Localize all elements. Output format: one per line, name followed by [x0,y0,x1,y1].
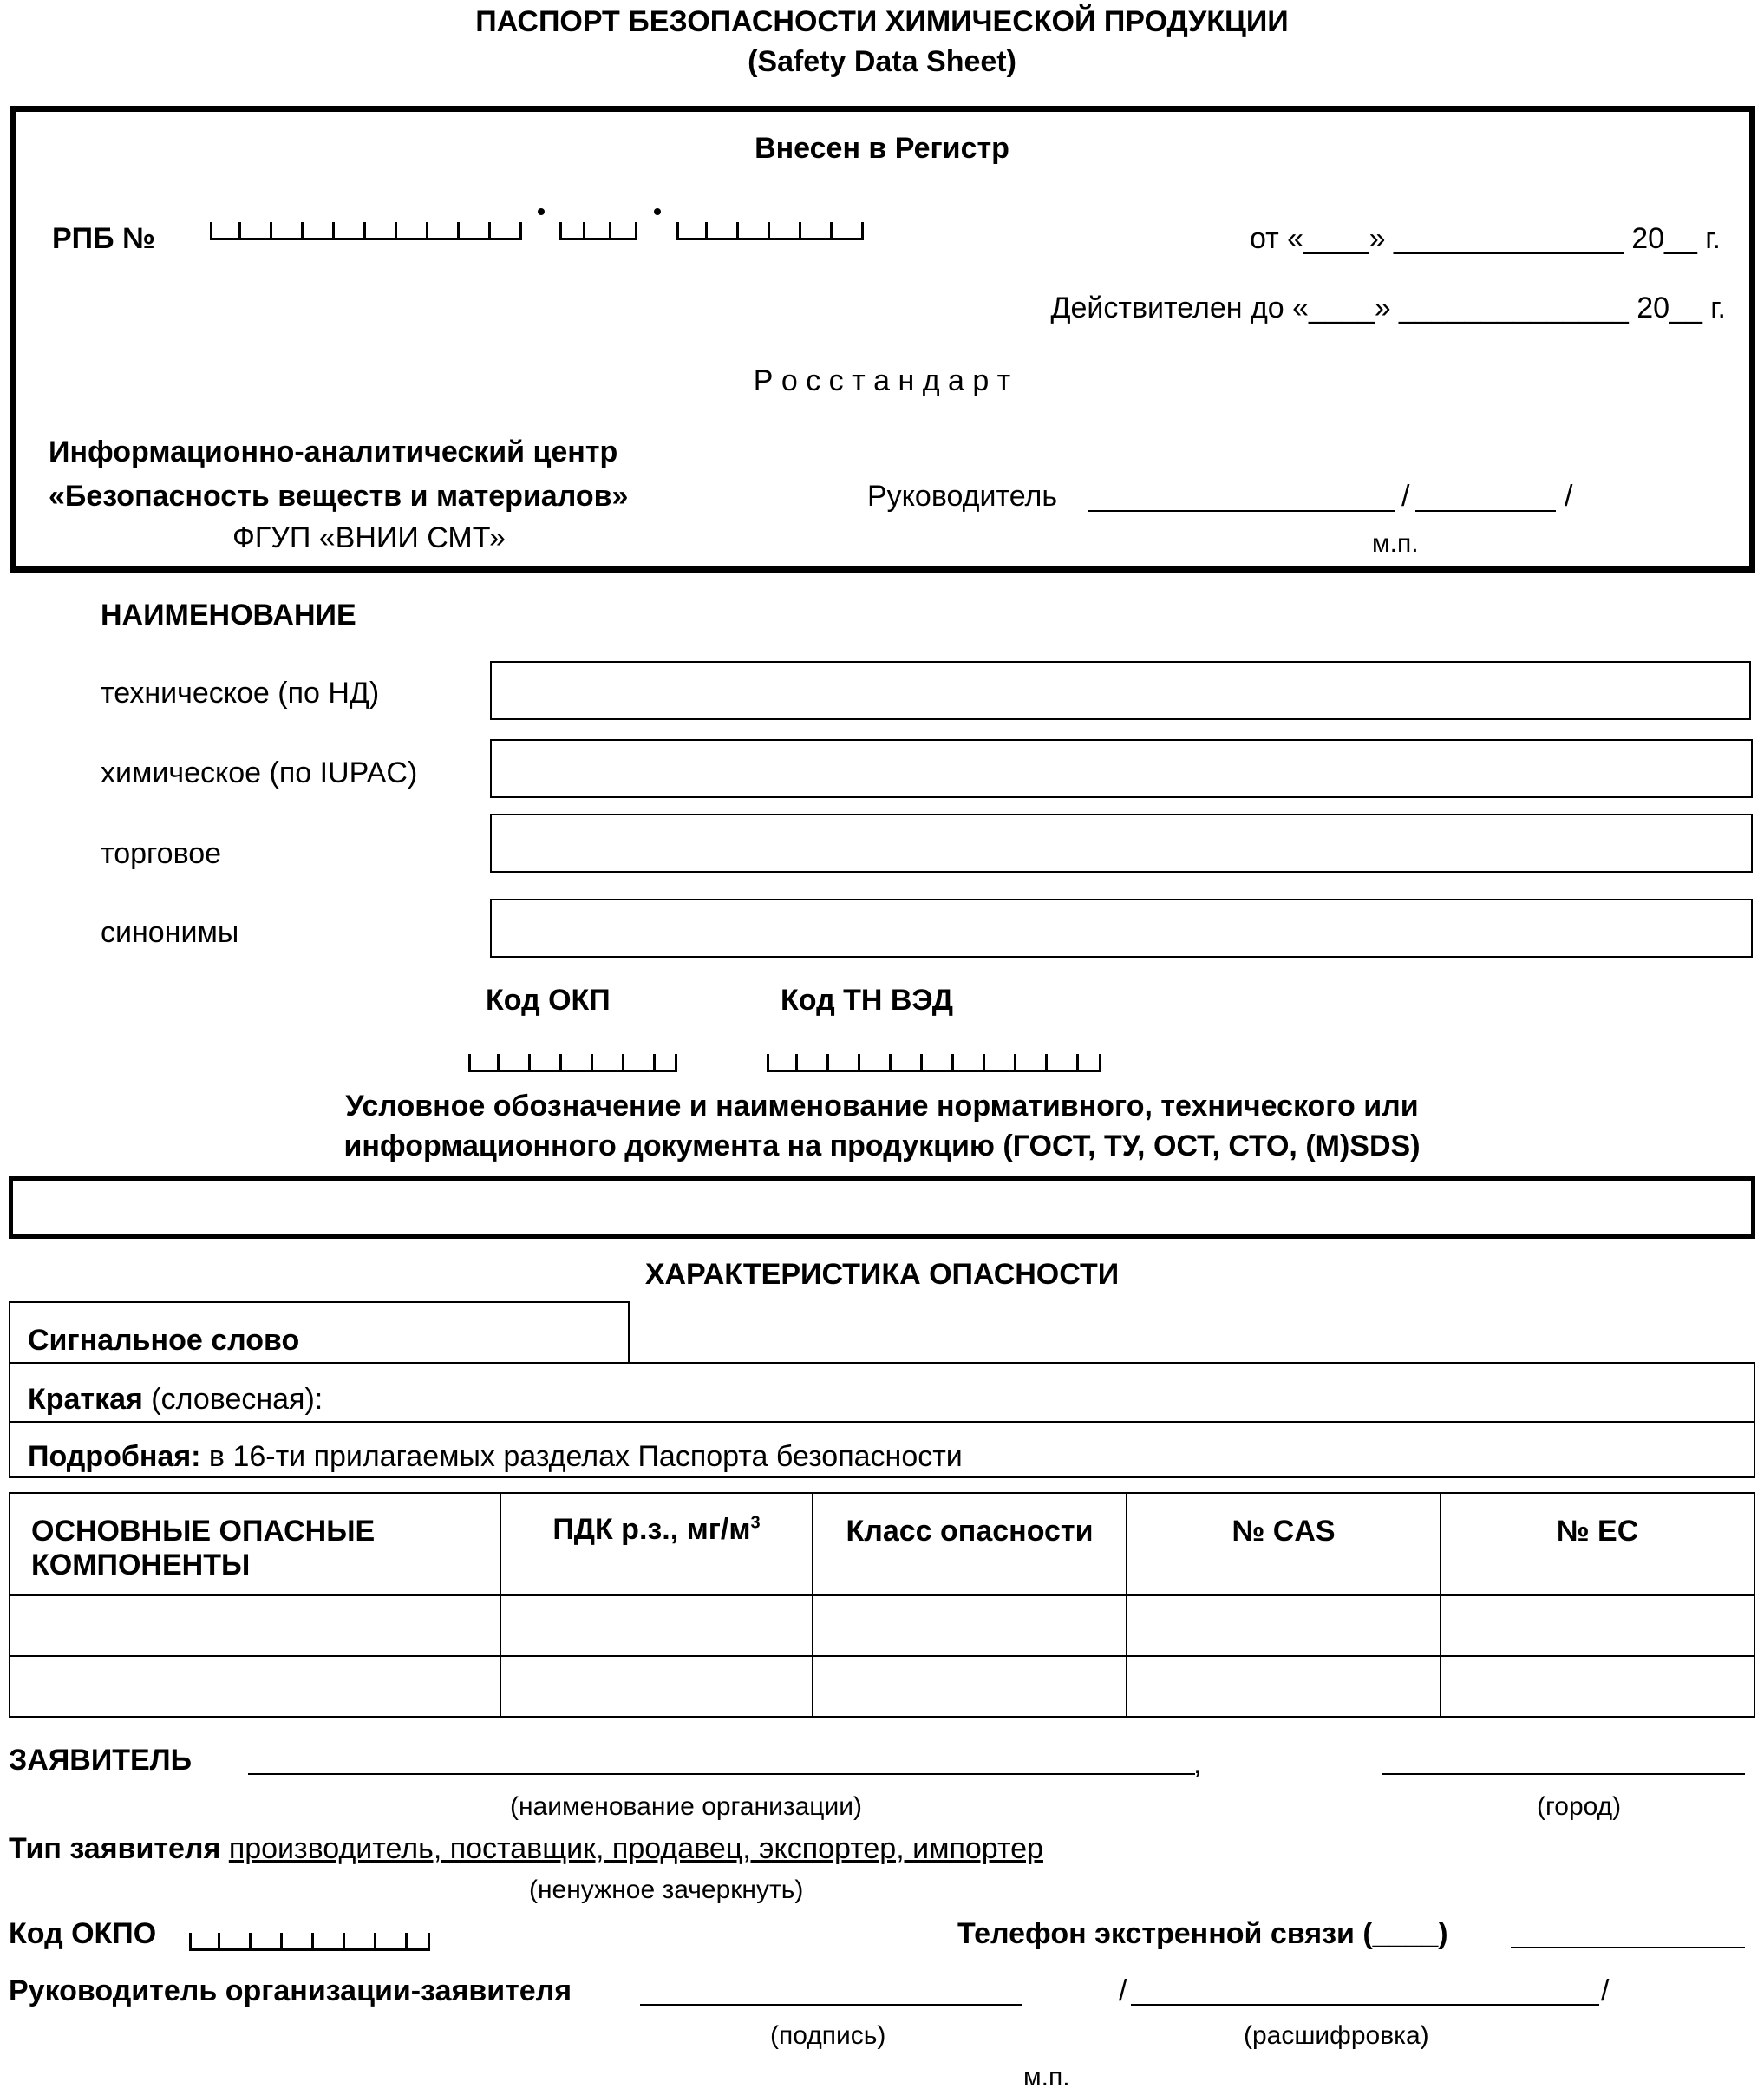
registry-valid-until[interactable]: Действителен до «____» ______________ 20__ г. [1050,291,1726,324]
brief-hazard-rest: (словесная): [142,1383,323,1416]
slash: / [1401,480,1410,513]
agency-name: Р о с с т а н д а р т [753,364,1011,397]
components-header-row [10,1493,1754,1595]
applicant-head-label: Руководитель организации-заявителя [9,1974,572,2007]
table-cell[interactable] [1127,1595,1441,1656]
table-cell[interactable] [1127,1656,1441,1717]
rpb-separator-dot [538,208,545,215]
naming-label-chemical: химическое (по IUPAC) [101,756,418,789]
naming-chemical-input[interactable] [490,739,1753,798]
table-cell[interactable] [10,1595,500,1656]
table-cell[interactable] [813,1595,1127,1656]
document-input[interactable] [9,1176,1755,1239]
rpb-separator-dot [654,208,661,215]
brief-hazard-bold: Краткая [28,1383,143,1416]
detailed-hazard-bold: Подробная: [28,1440,201,1473]
city-caption: (город) [1537,1792,1622,1821]
table-cell[interactable] [1441,1656,1754,1717]
table-cell[interactable] [1441,1595,1754,1656]
okp-label: Код ОКП [486,984,611,1017]
applicant-org-line[interactable] [248,1773,1195,1775]
table-cell[interactable] [10,1656,500,1717]
naming-label-trade: торговое [101,837,222,870]
table-row [10,1656,1754,1717]
col-header-cas: № CAS [1127,1493,1441,1595]
pdk-superscript: 3 [750,1513,761,1533]
col-header-ec: № ЕС [1441,1493,1754,1595]
applicant-seal: м.п. [1023,2063,1070,2092]
naming-trade-input[interactable] [490,814,1753,873]
registry-head-name-line[interactable] [1415,510,1556,512]
applicant-type-label: Тип заявителя [9,1832,221,1865]
slash: / [1601,1974,1610,2007]
naming-technical-input[interactable] [490,661,1751,720]
applicant-decode-line[interactable] [1131,2004,1599,2006]
applicant-type-row [9,1832,1043,1866]
registry-seal: м.п. [1372,529,1419,558]
registry-from-date[interactable]: от «____» ______________ 20__ г. [1249,222,1721,255]
document-heading-line-1: Условное обозначение и наименование нормативного, технического или [345,1090,1419,1123]
page-title: ПАСПОРТ БЕЗОПАСНОСТИ ХИМИЧЕСКОЙ ПРОДУКЦИИ [475,5,1289,38]
applicant-signature-line[interactable] [640,2004,1022,2006]
center-line-2: «Безопасность веществ и материалов» [49,480,629,513]
components-table [9,1492,1755,1718]
col-header-components: ОСНОВНЫЕ ОПАСНЫЕ КОМПОНЕНТЫ [10,1493,500,1595]
slash: / [1119,1974,1127,2007]
document-heading-line-2: информационного документа на продукцию (ГОСТ, ТУ, ОСТ, СТО, (М)SDS) [343,1129,1421,1162]
center-line-3: ФГУП «ВНИИ СМТ» [232,521,506,554]
emergency-phone-label: Телефон экстренной связи (____) [957,1917,1448,1950]
applicant-city-line[interactable] [1382,1773,1745,1775]
comma: , [1193,1747,1202,1780]
okpo-code-field[interactable] [189,1933,430,1951]
center-line-1: Информационно-аналитический центр [49,435,618,468]
page-subtitle: (Safety Data Sheet) [748,45,1016,78]
hazard-heading: ХАРАКТЕРИСТИКА ОПАСНОСТИ [644,1258,1120,1291]
signal-word-label: Сигнальное слово [28,1324,300,1357]
detailed-hazard-rest: в 16-ти прилагаемых разделах Паспорта безопасности [200,1440,963,1473]
col-header-pdk [500,1493,813,1595]
registry-head-label: Руководитель [867,480,1058,513]
brief-hazard-label [28,1383,323,1417]
strike-caption: (ненужное зачеркнуть) [529,1876,804,1904]
rpb-label: РПБ № [52,222,155,255]
emergency-phone-line[interactable] [1511,1947,1745,1948]
decode-caption: (расшифровка) [1244,2021,1429,2050]
okpo-label: Код ОКПО [9,1917,157,1950]
org-caption: (наименование организации) [510,1792,862,1821]
registry-entered: Внесен в Регистр [755,132,1009,165]
detailed-hazard-label [28,1440,963,1474]
okp-code-field[interactable] [468,1054,677,1072]
applicant-label: ЗАЯВИТЕЛЬ [9,1744,193,1777]
table-row [10,1595,1754,1656]
col-header-class: Класс опасности [813,1493,1127,1595]
table-cell[interactable] [500,1656,813,1717]
table-cell[interactable] [500,1595,813,1656]
rpb-number-field[interactable] [210,222,522,240]
rpb-number-field-3[interactable] [676,222,864,240]
naming-label-synonyms: синонимы [101,916,239,949]
registry-head-signature-line[interactable] [1088,510,1395,512]
pdk-label: ПДК р.з., мг/м [552,1513,751,1546]
table-cell[interactable] [813,1656,1127,1717]
applicant-type-options[interactable]: производитель, поставщик, продавец, экспортер, импортер [228,1832,1043,1865]
signature-caption: (подпись) [770,2021,886,2050]
tnved-label: Код ТН ВЭД [781,984,953,1017]
naming-label-technical: техническое (по НД) [101,677,380,710]
slash: / [1565,480,1573,513]
rpb-number-field-2[interactable] [559,222,637,240]
tnved-code-field[interactable] [767,1054,1101,1072]
naming-synonyms-input[interactable] [490,899,1753,958]
naming-heading: НАИМЕНОВАНИЕ [101,599,356,632]
